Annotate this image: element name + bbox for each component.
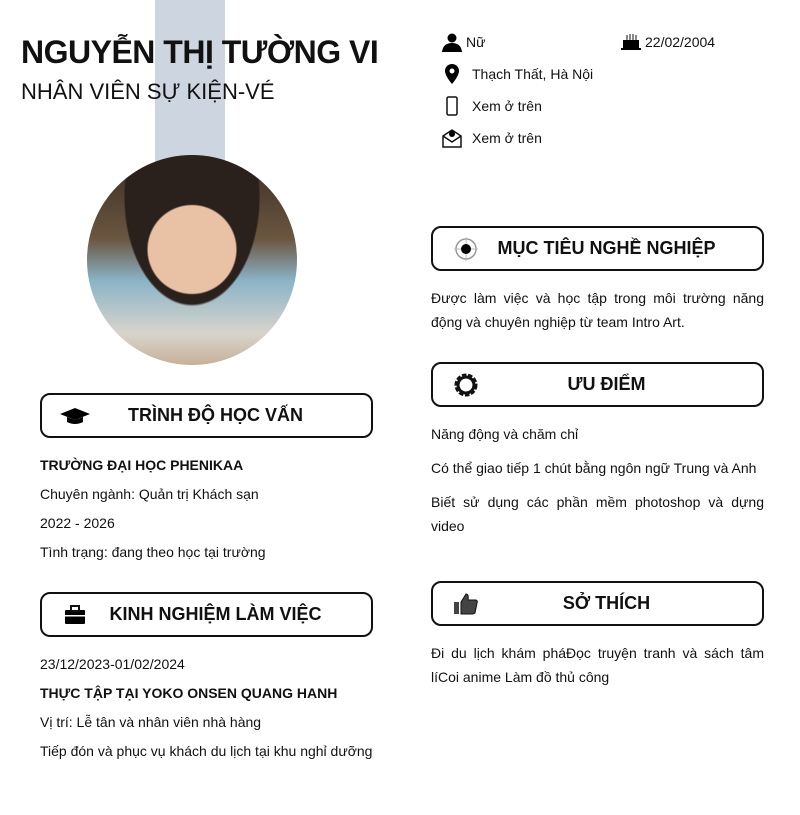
position: Vị trí: Lễ tân và nhân viên nhà hàng — [40, 714, 262, 730]
education-header — [40, 393, 373, 438]
hobbies-header — [431, 581, 764, 626]
experience-header — [40, 592, 373, 637]
person-icon — [442, 32, 462, 52]
section-title: KINH NGHIỆM LÀM VIỆC — [109, 604, 322, 624]
job-title: NHÂN VIÊN SỰ KIỆN-VÉ — [21, 79, 275, 104]
thumbs-up-icon — [451, 591, 481, 617]
briefcase-icon — [60, 602, 90, 628]
email-icon — [442, 128, 462, 148]
study-status: Tình trạng: đang theo học tại trường — [40, 544, 266, 560]
gender-row — [442, 32, 485, 52]
work-description: Tiếp đón và phục vụ khách du lịch tại khu nghỉ dưỡng — [40, 743, 373, 759]
full-name: NGUYỄN THỊ TƯỜNG VI — [21, 34, 379, 70]
strength-item: Năng động và chăm chỉ — [431, 426, 579, 442]
school-name: TRƯỜNG ĐẠI HỌC PHENIKAA — [40, 457, 244, 473]
graduation-cap-icon — [60, 403, 90, 429]
hobbies-text: Đi du lịch khám pháĐọc truyện tranh và sách tâm líCoi anime Làm đồ thủ công — [431, 645, 764, 685]
objective-header — [431, 226, 764, 271]
birthday-row — [621, 32, 715, 52]
strengths-header — [431, 362, 764, 407]
phone-icon — [442, 96, 462, 116]
email: Xem ở trên — [472, 130, 542, 146]
study-years: 2022 - 2026 — [40, 515, 115, 531]
avatar — [87, 155, 297, 365]
cake-icon — [621, 32, 641, 52]
location-pin-icon — [442, 64, 462, 84]
major: Chuyên ngành: Quản trị Khách sạn — [40, 486, 259, 502]
work-period: 23/12/2023-01/02/2024 — [40, 656, 185, 672]
strength-item: Biết sử dụng các phần mềm photoshop và dựng video — [431, 494, 764, 534]
address: Thạch Thất, Hà Nội — [472, 66, 594, 82]
address-row — [442, 64, 593, 84]
gender: Nữ — [466, 34, 486, 50]
objective-text: Được làm việc và học tập trong môi trường năng động và chuyên nghiệp từ team Intro Art. — [431, 290, 764, 330]
company: THỰC TẬP TẠI YOKO ONSEN QUANG HANH — [40, 685, 338, 701]
email-row — [442, 128, 542, 148]
birthday: 22/02/2004 — [645, 34, 716, 50]
section-title: TRÌNH ĐỘ HỌC VẤN — [128, 405, 303, 425]
phone: Xem ở trên — [472, 98, 542, 114]
section-title: MỤC TIÊU NGHỀ NGHIỆP — [497, 238, 716, 258]
phone-row — [442, 96, 542, 116]
section-title: SỞ THÍCH — [562, 593, 651, 613]
gear-icon — [451, 372, 481, 398]
target-icon — [451, 236, 481, 262]
section-title: ƯU ĐIỂM — [567, 374, 646, 394]
strength-item: Có thể giao tiếp 1 chút bằng ngôn ngữ Trung và Anh — [431, 460, 757, 476]
